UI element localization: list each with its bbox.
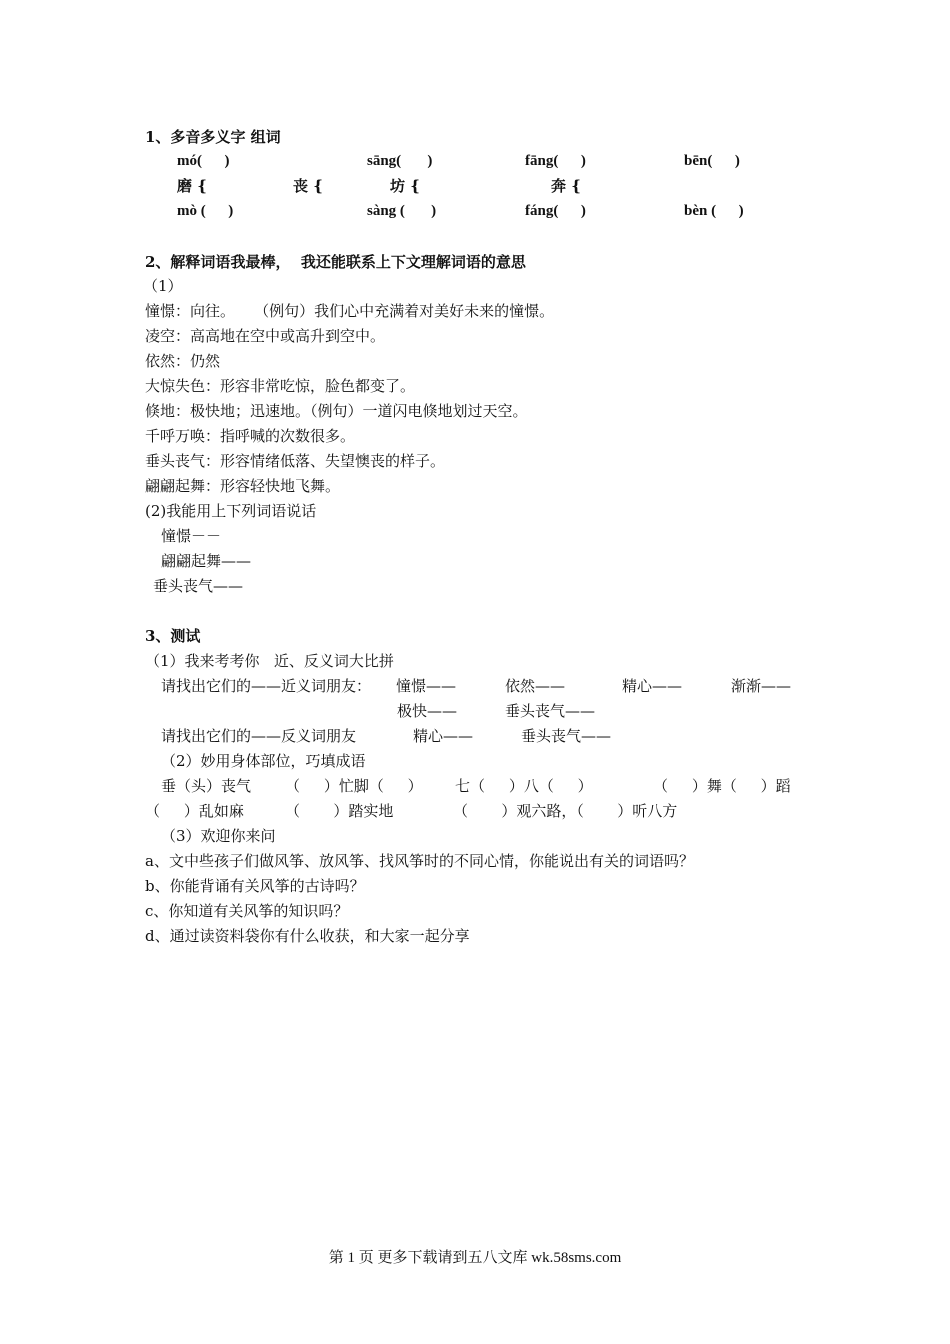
char-ben: 奔 {	[551, 177, 581, 195]
section2-sub2: (2)我能用上下列词语说话	[145, 502, 317, 520]
question-line: a、文中些孩子们做风筝、放风筝、找风筝时的不同心情，你能说出有关的词语吗？	[145, 852, 694, 870]
definition-line: 依然：仍然	[145, 352, 221, 370]
pinyin-mo2: mó( )	[177, 153, 230, 169]
definition-line: 垂头丧气：形容情绪低落、失望懊丧的样子。	[145, 452, 446, 470]
page-footer: 第 1 页 更多下载请到五八文库 wk.58sms.com	[328, 1250, 622, 1266]
synonym-item: 精心——	[622, 677, 683, 695]
section1-heading: 1、多音多义字 组词	[145, 128, 281, 146]
pinyin-fang2: fáng( )	[525, 203, 586, 219]
antonym-label: 请找出它们的——反义词朋友	[161, 727, 357, 745]
synonym-item: 依然——	[505, 677, 566, 695]
part1-title: （1）我来考考你 近、反义词大比拼	[145, 652, 394, 670]
synonym-item: 渐渐——	[731, 677, 792, 695]
pinyin-sang1: sāng( )	[367, 153, 433, 169]
idiom-item: （ ）观六路，（ ）听八方	[453, 802, 678, 820]
definition-line: 倏地：极快地；迅速地。（例句）一道闪电倏地划过天空。	[145, 402, 528, 420]
synonym-item: 垂头丧气——	[505, 702, 596, 720]
practice-line: 垂头丧气——	[153, 577, 244, 595]
idiom-item: （ ）踏实地	[285, 802, 394, 820]
char-fang: 坊 {	[390, 177, 420, 195]
definition-line: 憧憬：向往。 （例句）我们心中充满着对美好未来的憧憬。	[145, 302, 555, 320]
practice-line: 翩翩起舞——	[161, 552, 252, 570]
pinyin-ben1: bēn( )	[684, 153, 740, 169]
part3-title: （3）欢迎你来问	[161, 827, 276, 845]
question-line: c、你知道有关风筝的知识吗？	[145, 902, 349, 920]
synonym-item: 憧憬——	[396, 677, 457, 695]
definition-line: 凌空：高高地在空中或高升到空中。	[145, 327, 386, 345]
idiom-item: （ ）忙脚（ ）	[285, 777, 423, 795]
pinyin-fang1: fāng( )	[525, 153, 586, 169]
antonym-item: 垂头丧气——	[521, 727, 612, 745]
section3-heading: 3、测试	[145, 627, 201, 645]
question-line: b、你能背诵有关风筝的古诗吗？	[145, 877, 365, 895]
part2-title: （2）妙用身体部位，巧填成语	[161, 752, 366, 770]
practice-line: 憧憬－－	[161, 527, 222, 545]
pinyin-mo4: mò ( )	[177, 203, 234, 219]
idiom-item: 七（ ）八（ ）	[455, 777, 593, 795]
idiom-item: （ ）乱如麻	[145, 802, 244, 820]
synonym-item: 极快——	[397, 702, 458, 720]
section2-heading: 2、解释词语我最棒， 我还能联系上下文理解词语的意思	[145, 253, 526, 271]
idiom-item: 垂（头）丧气	[161, 777, 252, 795]
definition-line: 千呼万唤：指呼喊的次数很多。	[145, 427, 356, 445]
definition-line: 翩翩起舞：形容轻快地飞舞。	[145, 477, 341, 495]
synonym-label: 请找出它们的——近义词朋友：	[161, 677, 372, 695]
char-sang: 丧 {	[293, 177, 323, 195]
pinyin-sang4: sàng ( )	[367, 203, 437, 219]
char-mo: 磨 {	[177, 177, 207, 195]
idiom-item: （ ）舞（ ）蹈	[653, 777, 791, 795]
definition-line: 大惊失色：形容非常吃惊，脸色都变了。	[145, 377, 416, 395]
antonym-item: 精心——	[413, 727, 474, 745]
question-line: d、通过读资料袋你有什么收获，和大家一起分享	[145, 927, 470, 945]
section2-sub1: （1）	[143, 277, 183, 295]
pinyin-ben4: bèn ( )	[684, 203, 744, 219]
